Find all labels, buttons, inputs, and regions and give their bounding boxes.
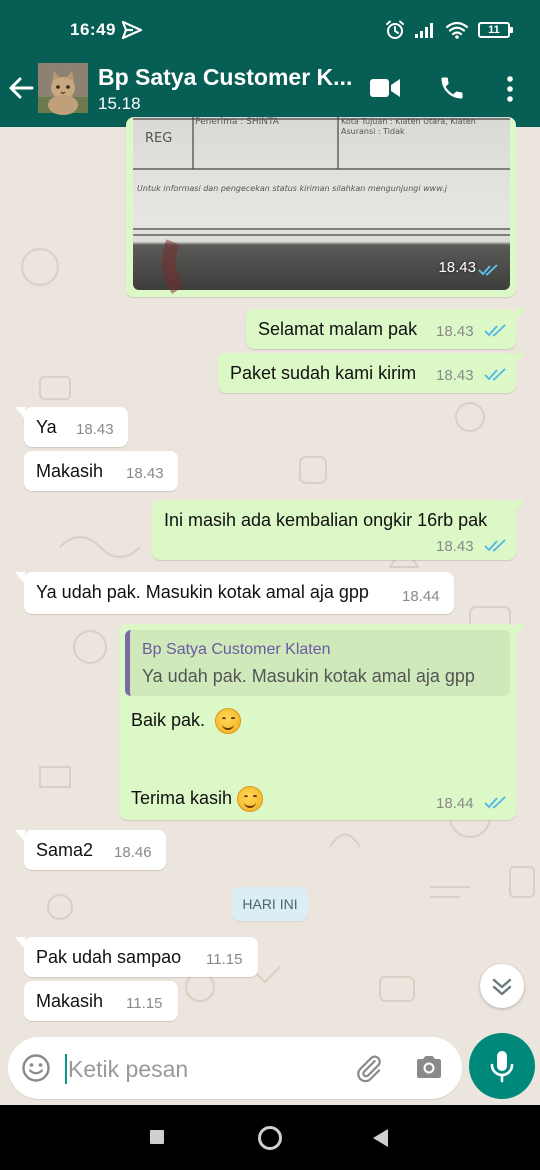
message-time: 18.43 [126, 465, 164, 482]
last-seen: 15.18 [98, 94, 141, 113]
shipping-receipt-photo[interactable] [133, 117, 510, 290]
message-time: 18.46 [114, 844, 152, 861]
quoted-text: Ya udah pak. Masukin kotak amal aja gpp [142, 666, 475, 686]
message-text: Makasih [36, 461, 104, 481]
text-caret [65, 1054, 67, 1084]
status-time: 16:49 [70, 20, 116, 39]
receipt-insurance: Asuransi : Tidak [341, 127, 405, 136]
attachment-paperclip-icon[interactable] [354, 1053, 384, 1083]
emoji-icon[interactable] [21, 1053, 51, 1083]
message-bubble-outgoing[interactable] [152, 500, 516, 560]
message-text: Paket sudah kami kirim [230, 363, 417, 383]
home-circle-icon[interactable] [257, 1125, 283, 1151]
message-time: 18.43 [436, 538, 474, 555]
chat-header [0, 50, 540, 127]
message-bubble-outgoing[interactable] [246, 309, 516, 349]
battery-icon: 11 [478, 22, 510, 38]
double-chevron-down-icon [480, 964, 524, 1008]
system-icons [385, 20, 510, 40]
back-arrow-icon[interactable] [8, 76, 34, 100]
read-double-tick-icon [484, 539, 506, 553]
message-text: Sama2 [36, 840, 94, 860]
contact-name[interactable]: Bp Satya Customer K... [98, 64, 353, 90]
message-time: 18.43 [436, 323, 474, 340]
message-time: 11.15 [126, 995, 163, 1012]
message-time: 18.43 [76, 421, 114, 438]
message-text: Ya [36, 417, 57, 437]
message-time: 18.43 [438, 259, 476, 276]
voice-record-button[interactable] [469, 1033, 535, 1099]
message-bubble-incoming[interactable] [24, 981, 178, 1021]
quoted-sender-name: Bp Satya Customer Klaten [142, 641, 331, 658]
read-double-tick-icon [484, 324, 506, 338]
message-time: 18.43 [436, 367, 474, 384]
cat-avatar-image [38, 63, 88, 113]
contact-avatar[interactable] [38, 63, 88, 113]
message-bubble-incoming[interactable] [24, 451, 178, 491]
smiling-face-emoji [237, 786, 263, 812]
message-text-line2 [131, 786, 263, 812]
read-double-tick-icon [484, 796, 506, 810]
system-navigation-bar [0, 1105, 540, 1170]
video-call-icon[interactable] [370, 78, 400, 98]
message-input[interactable] [68, 1053, 338, 1085]
receipt-city: Kota Tujuan : Klaten Utara, Klaten [341, 117, 476, 126]
more-options-icon[interactable] [500, 76, 520, 102]
message-text-line1 [131, 708, 241, 734]
message-composer [8, 1037, 462, 1099]
image-message[interactable] [126, 117, 516, 297]
message-bubble-incoming[interactable] [24, 407, 128, 447]
message-text: Baik pak. [131, 709, 206, 730]
read-double-tick-icon [484, 368, 506, 382]
message-text: Makasih [36, 991, 104, 1011]
message-text: Ini masih ada kembalian ongkir 16rb pak [164, 510, 488, 530]
back-triangle-icon[interactable] [372, 1128, 390, 1148]
message-text: Selamat malam pak [258, 319, 418, 339]
receipt-footer: Untuk informasi dan pengecekan status kiriman silahkan mengunjungi www.j [137, 184, 447, 193]
recents-square-icon[interactable] [149, 1129, 165, 1145]
receipt-service: REG [145, 131, 173, 146]
message-bubble-incoming[interactable] [24, 572, 454, 614]
microphone-icon [469, 1033, 535, 1099]
message-time: 18.44 [436, 795, 474, 812]
date-divider: HARI INI [232, 887, 308, 921]
message-text: Ya udah pak. Masukin kotak amal aja gpp [36, 582, 369, 602]
message-time: 11.15 [206, 951, 243, 968]
camera-icon[interactable] [415, 1054, 443, 1080]
message-bubble-incoming[interactable] [24, 830, 166, 870]
reply-message-bubble[interactable] [119, 624, 516, 820]
message-bubble-outgoing[interactable] [218, 353, 516, 393]
quoted-message[interactable] [125, 630, 510, 696]
message-text: Pak udah sampao [36, 947, 182, 967]
chat-area[interactable] [0, 117, 540, 1035]
smiling-face-emoji [215, 708, 241, 734]
alarm-icon [385, 20, 405, 40]
message-bubble-incoming[interactable] [24, 937, 258, 977]
cellular-signal-icon [414, 21, 436, 39]
status-bar [0, 0, 540, 50]
scroll-to-bottom-button[interactable] [480, 964, 524, 1008]
wifi-icon [445, 21, 469, 39]
message-time: 18.44 [402, 588, 440, 605]
read-double-tick-icon [478, 264, 498, 276]
send-notification-icon [122, 21, 142, 39]
receipt-recipient: Penerima : SHINTA [195, 117, 279, 127]
voice-call-icon[interactable] [438, 74, 466, 102]
message-text: Terima kasih [131, 787, 233, 808]
